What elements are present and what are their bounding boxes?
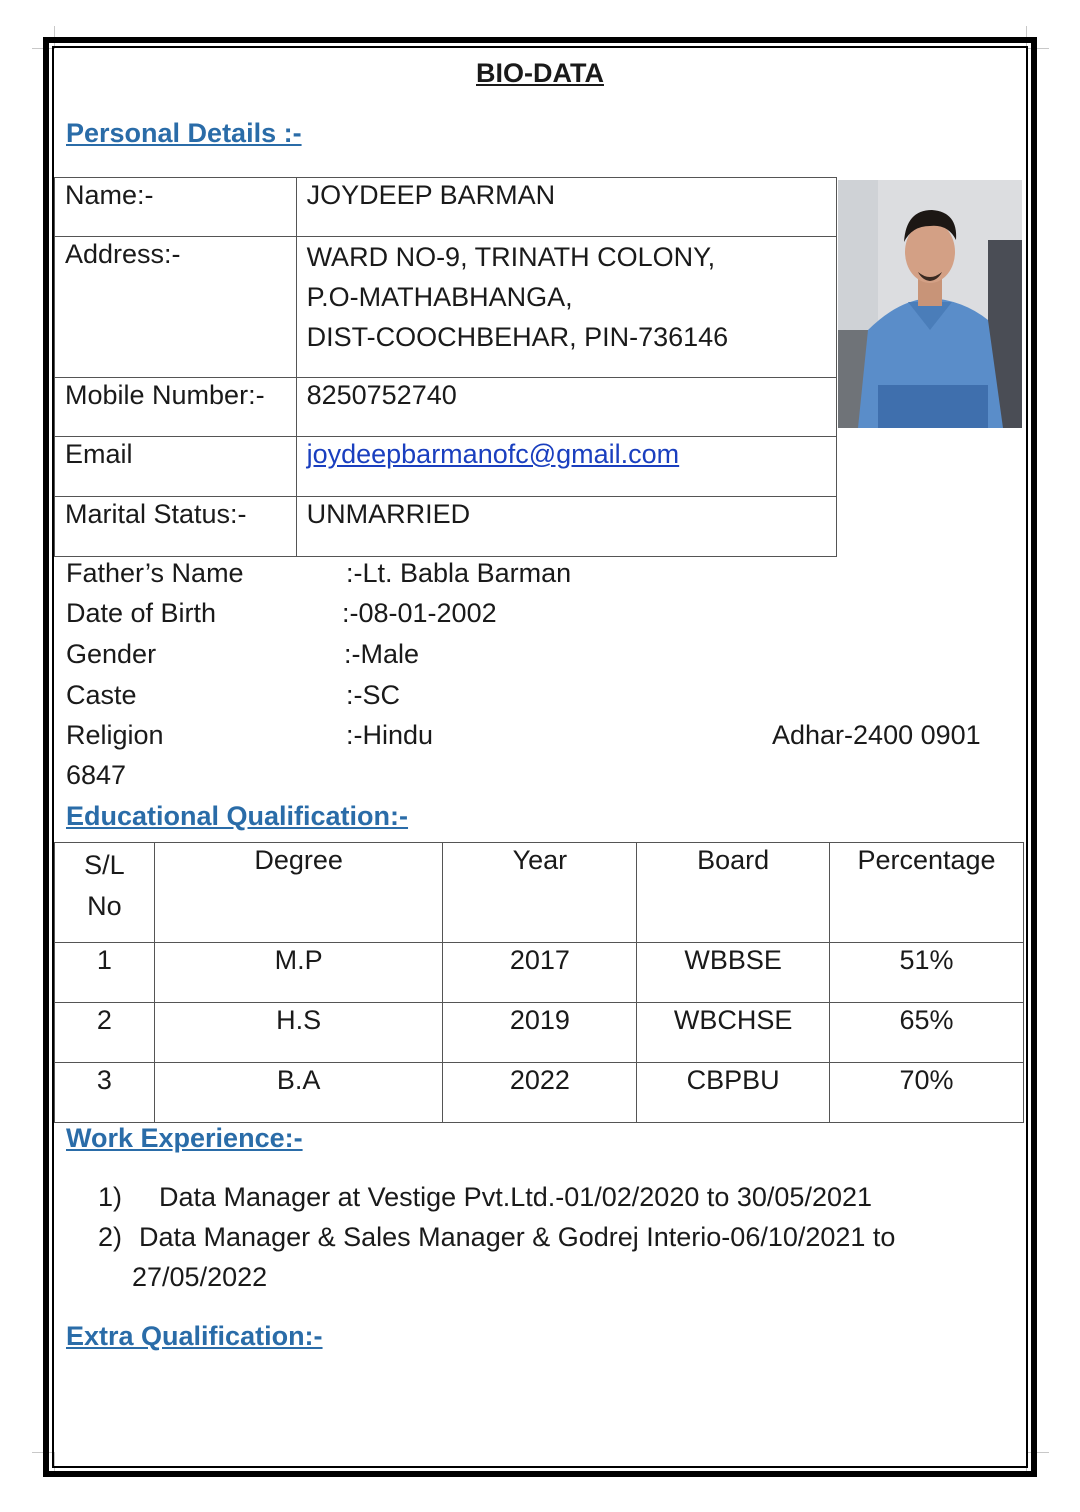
work-item-text: Data Manager & Sales Manager & Godrej Interio-06/10/2021 to — [139, 1222, 896, 1252]
cell-year: 2022 — [443, 1063, 637, 1123]
cell-board: CBPBU — [637, 1063, 830, 1123]
table-row — [55, 1003, 1024, 1063]
religion-value: :-Hindu — [346, 720, 434, 750]
address-line: WARD NO-9, TRINATH COLONY, — [306, 242, 716, 272]
cell-percentage: 70% — [830, 1063, 1024, 1123]
table-row — [55, 497, 837, 557]
marital-status-value: UNMARRIED — [296, 497, 836, 557]
column-header-board: Board — [637, 843, 830, 943]
email-label: Email — [55, 437, 297, 497]
educational-qualification-heading: Educational Qualification:- — [66, 801, 409, 831]
work-item-number: 2) — [98, 1222, 123, 1252]
cell-percentage: 51% — [830, 943, 1024, 1003]
work-item-continuation: 27/05/2022 — [132, 1262, 268, 1292]
document-title: BIO-DATA — [476, 58, 604, 88]
name-value: JOYDEEP BARMAN — [296, 178, 836, 237]
date-of-birth-value: :-08-01-2002 — [342, 598, 497, 628]
religion-label: Religion — [66, 720, 164, 750]
fathers-name-label: Father’s Name — [66, 558, 244, 588]
work-item-number: 1) — [98, 1182, 123, 1212]
education-table — [54, 842, 1024, 1123]
cell-degree: H.S — [154, 1003, 443, 1063]
column-header-sl-no: S/L No — [55, 843, 155, 943]
table-row — [55, 378, 837, 437]
table-row — [55, 437, 837, 497]
extra-qualification-heading: Extra Qualification:- — [66, 1321, 323, 1351]
work-experience-heading: Work Experience:- — [66, 1123, 303, 1153]
address-line: P.O-MATHABHANGA, — [306, 282, 573, 312]
personal-details-table — [54, 177, 837, 557]
cell-year: 2019 — [443, 1003, 637, 1063]
address-label: Address:- — [55, 237, 297, 378]
date-of-birth-label: Date of Birth — [66, 598, 217, 628]
cell-degree: B.A — [154, 1063, 443, 1123]
cell-sl: 3 — [55, 1063, 155, 1123]
gender-label: Gender — [66, 639, 157, 669]
work-item-text: Data Manager at Vestige Pvt.Ltd.-01/02/2020 to 30/05/2021 — [159, 1182, 873, 1212]
fathers-name-value: :-Lt. Babla Barman — [346, 558, 572, 588]
personal-details-heading: Personal Details :- — [66, 118, 302, 148]
adhar-number-continuation: 6847 — [66, 760, 127, 790]
cell-year: 2017 — [443, 943, 637, 1003]
cell-percentage: 65% — [830, 1003, 1024, 1063]
mobile-value: 8250752740 — [296, 378, 836, 437]
address-value — [296, 237, 836, 378]
caste-label: Caste — [66, 680, 137, 710]
table-row — [55, 943, 1024, 1003]
cell-board: WBCHSE — [637, 1003, 830, 1063]
table-row — [55, 1063, 1024, 1123]
column-header-percentage: Percentage — [830, 843, 1024, 943]
table-header-row — [55, 843, 1024, 943]
name-label: Name:- — [55, 178, 297, 237]
table-row — [55, 178, 837, 237]
cell-board: WBBSE — [637, 943, 830, 1003]
marital-status-label: Marital Status:- — [55, 497, 297, 557]
cell-sl: 2 — [55, 1003, 155, 1063]
column-header-year: Year — [443, 843, 637, 943]
table-row — [55, 237, 837, 378]
profile-photo — [838, 180, 1022, 428]
address-line: DIST-COOCHBEHAR, PIN-736146 — [306, 322, 729, 352]
column-header-degree: Degree — [154, 843, 443, 943]
mobile-label: Mobile Number:- — [55, 378, 297, 437]
caste-value: :-SC — [346, 680, 400, 710]
gender-value: :-Male — [344, 639, 420, 669]
adhar-number: Adhar-2400 0901 — [772, 720, 981, 750]
cell-sl: 1 — [55, 943, 155, 1003]
email-link[interactable]: joydeepbarmanofc@gmail.com — [306, 439, 680, 469]
email-value — [296, 437, 836, 497]
cell-degree: M.P — [154, 943, 443, 1003]
